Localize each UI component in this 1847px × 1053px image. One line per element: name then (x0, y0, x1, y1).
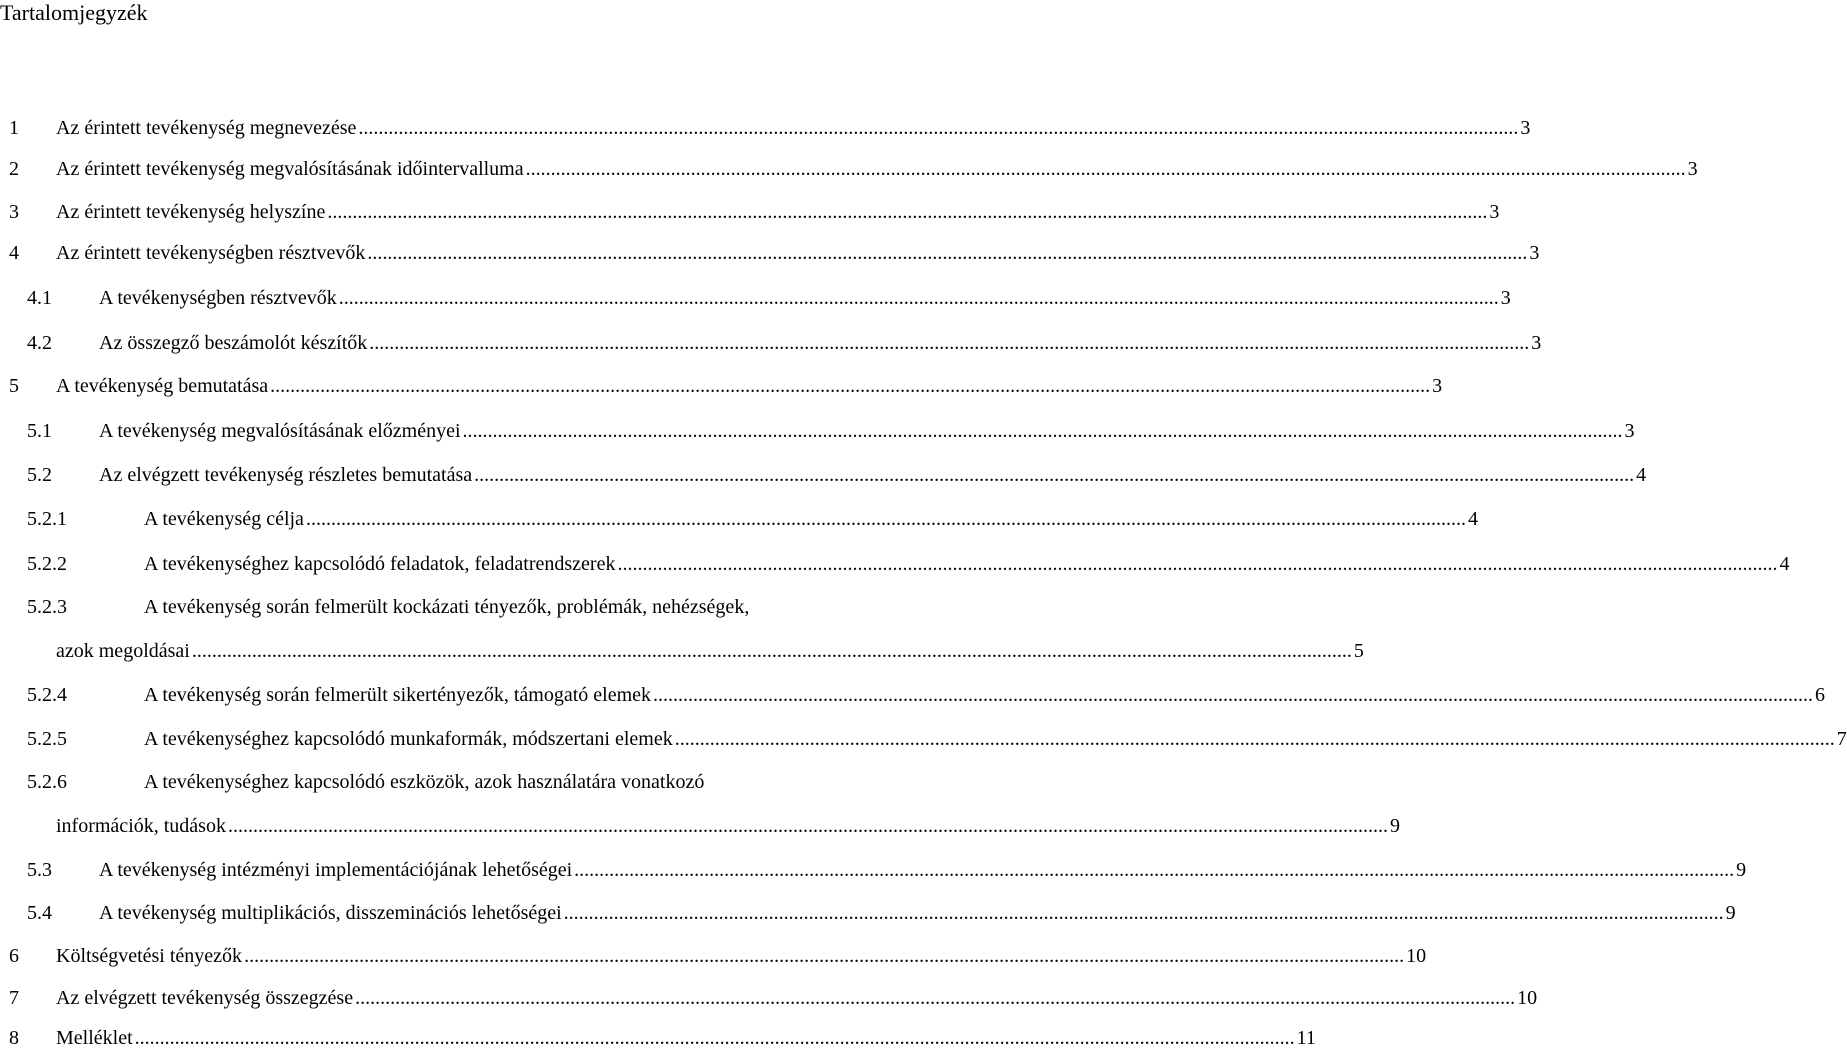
toc-page-number: 9 (1736, 859, 1747, 881)
toc-entry-text: Az érintett tevékenység helyszíne (56, 201, 326, 223)
dot-leader (192, 636, 1352, 666)
toc-page-number: 9 (1389, 815, 1400, 837)
dot-leader (526, 154, 1686, 184)
toc-entry-text: A tevékenység során felmerült kockázati tényezők, problémák, nehézségek, (144, 596, 750, 618)
toc-entry-5-2-3-continuation[interactable] (0, 636, 1364, 666)
toc-entry-2[interactable] (0, 154, 1698, 184)
toc-page-number: 10 (1517, 987, 1538, 1009)
toc-entry-number: 1 (9, 117, 19, 139)
toc-entry-number: 5 (9, 375, 19, 397)
toc-entry-number: 5.2.4 (27, 684, 67, 706)
toc-entry-5-2-4[interactable] (0, 680, 1826, 710)
toc-entry-text: A tevékenység megvalósításának előzményei (99, 420, 461, 442)
toc-page-number: 3 (1489, 201, 1500, 223)
dot-leader (367, 238, 1527, 268)
dot-leader (306, 504, 1466, 534)
toc-entry-5[interactable] (0, 371, 1443, 401)
toc-entry-text: Az elvégzett tevékenység részletes bemutatása (99, 464, 473, 486)
toc-entry-7[interactable] (0, 983, 1538, 1013)
toc-entry-number: 4.1 (27, 287, 52, 309)
toc-entry-number: 6 (9, 945, 19, 967)
toc-entry-5-2[interactable] (0, 460, 1647, 490)
toc-page-number: 3 (1529, 242, 1540, 264)
dot-leader (564, 898, 1724, 928)
toc-entry-number: 3 (9, 201, 19, 223)
page-title: Tartalomjegyzék (0, 0, 148, 25)
toc-entry-1[interactable] (0, 113, 1531, 143)
toc-entry-text: Költségvetési tényezők (56, 945, 243, 967)
dot-leader (574, 855, 1734, 885)
toc-page-number: 9 (1725, 902, 1736, 924)
toc-entry-number: 5.2.2 (27, 553, 67, 575)
toc-entry-text: A tevékenységhez kapcsolódó munkaformák, módszertani elemek (144, 728, 673, 750)
toc-entry-text: A tevékenység multiplikációs, disszeminációs lehetőségei (99, 902, 562, 924)
toc-page-number: 3 (1500, 287, 1511, 309)
toc-entry-number: 4 (9, 242, 19, 264)
toc-entry-text: A tevékenység során felmerült sikertényezők, támogató elemek (144, 684, 652, 706)
toc-page-number: 3 (1624, 420, 1635, 442)
toc-entry-4[interactable] (0, 238, 1540, 268)
dot-leader (135, 1023, 1295, 1053)
toc-entry-number: 2 (9, 158, 19, 180)
toc-entry-text: A tevékenységben résztvevők (99, 287, 337, 309)
dot-leader (327, 197, 1487, 227)
toc-page-number: 4 (1636, 464, 1647, 486)
toc-page-number: 5 (1353, 640, 1364, 662)
toc-entry-text: Az elvégzett tevékenység összegzése (56, 987, 354, 1009)
toc-entry-text-continuation: információk, tudások (56, 815, 226, 837)
toc-entry-5-3[interactable] (0, 855, 1747, 885)
toc-entry-text: A tevékenység intézményi implementációjának lehetőségei (99, 859, 573, 881)
toc-entry-text: A tevékenységhez kapcsolódó feladatok, feladatrendszerek (144, 553, 616, 575)
toc-page-number: 3 (1432, 375, 1443, 397)
toc-entry-text-continuation: azok megoldásai (56, 640, 190, 662)
toc-entry-3[interactable] (0, 197, 1500, 227)
toc-entry-5-2-6[interactable] (0, 767, 962, 797)
toc-entry-5-2-2[interactable] (0, 549, 1790, 579)
toc-entry-number: 5.3 (27, 859, 52, 881)
toc-entry-number: 5.2.5 (27, 728, 67, 750)
toc-page-number: 7 (1836, 728, 1847, 750)
toc-entry-text: Az érintett tevékenység megnevezése (56, 117, 357, 139)
dot-leader (463, 416, 1623, 446)
toc-page-number: 3 (1531, 332, 1542, 354)
toc-entry-text: Melléklet (56, 1027, 133, 1049)
toc-entry-number: 5.2 (27, 464, 52, 486)
toc-entry-number: 5.2.1 (27, 508, 67, 530)
toc-entry-number: 5.1 (27, 420, 52, 442)
dot-leader (244, 941, 1404, 971)
toc-entry-4-1[interactable] (0, 283, 1511, 313)
toc-entry-5-2-6-continuation[interactable] (0, 811, 1400, 841)
toc-entry-text: Az érintett tevékenység megvalósításának időintervalluma (56, 158, 524, 180)
toc-page-number: 4 (1779, 553, 1790, 575)
toc-entry-number: 5.4 (27, 902, 52, 924)
toc-page-number: 3 (1687, 158, 1698, 180)
toc-entry-8[interactable] (0, 1023, 1316, 1053)
toc-entry-5-1[interactable] (0, 416, 1635, 446)
toc-entry-text: Az érintett tevékenységben résztvevők (56, 242, 366, 264)
toc-entry-5-2-5[interactable] (0, 724, 1847, 754)
dot-leader (355, 983, 1515, 1013)
toc-entry-5-2-3[interactable] (0, 592, 962, 622)
toc-entry-number: 4.2 (27, 332, 52, 354)
toc-page-number: 3 (1520, 117, 1531, 139)
dot-leader (653, 680, 1813, 710)
toc-entry-number: 5.2.6 (27, 771, 67, 793)
toc-entry-5-2-1[interactable] (0, 504, 1478, 534)
toc-entry-text: A tevékenység bemutatása (56, 375, 269, 397)
toc-entry-text: Az összegző beszámolót készítők (99, 332, 368, 354)
toc-page-number: 6 (1815, 684, 1826, 706)
dot-leader (270, 371, 1430, 401)
toc-page-number: 10 (1406, 945, 1427, 967)
dot-leader (474, 460, 1634, 490)
toc-entry-5-4[interactable] (0, 898, 1736, 928)
toc-entry-text: A tevékenységhez kapcsolódó eszközök, azok használatára vonatkozó (144, 771, 705, 793)
toc-entry-number: 5.2.3 (27, 596, 67, 618)
toc-entry-4-2[interactable] (0, 328, 1542, 358)
toc-entry-number: 7 (9, 987, 19, 1009)
dot-leader (358, 113, 1518, 143)
toc-entry-text: A tevékenység célja (144, 508, 304, 530)
toc-entry-number: 8 (9, 1027, 19, 1049)
dot-leader (617, 549, 1777, 579)
toc-page-number: 11 (1296, 1027, 1316, 1049)
dot-leader (228, 811, 1388, 841)
dot-leader (339, 283, 1499, 313)
toc-entry-6[interactable] (0, 941, 1427, 971)
dot-leader (369, 328, 1529, 358)
dot-leader (675, 724, 1835, 754)
toc-page-number: 4 (1467, 508, 1478, 530)
